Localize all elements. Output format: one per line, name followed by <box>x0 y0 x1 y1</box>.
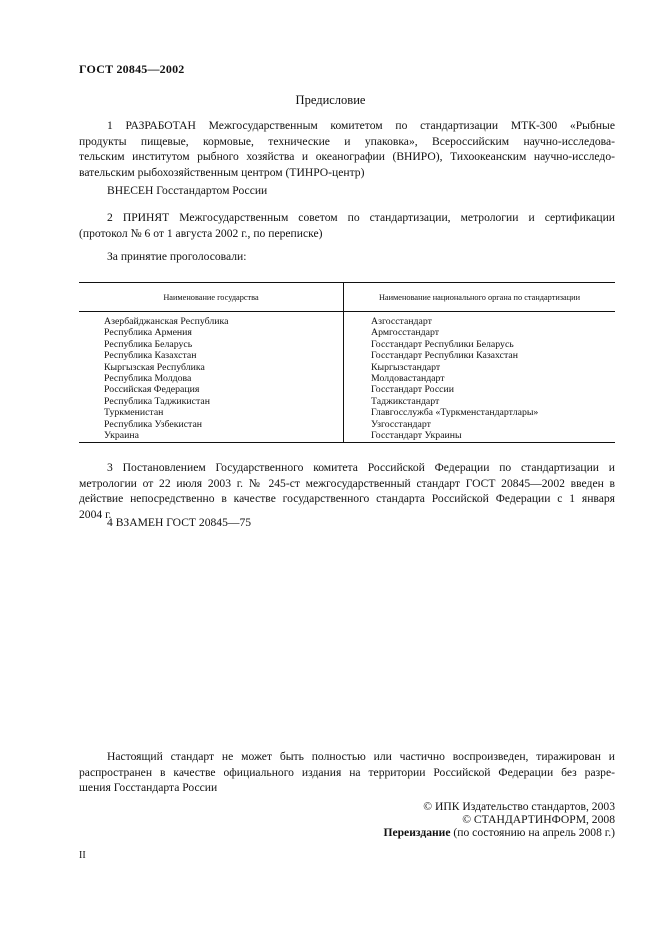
body-cell: Молдовастандарт <box>371 373 445 385</box>
table-row <box>79 339 615 350</box>
table-row <box>79 350 615 361</box>
state-cell: Азербайджанская Республика <box>79 312 344 328</box>
body-cell: Таджикстандарт <box>371 395 440 407</box>
paragraph-line: вательским рыбохозяйственным центром (ТИНРО-центр) <box>79 165 365 179</box>
body-cell: Госстандарт Республики Беларусь <box>371 338 514 350</box>
state-cell: Республика Армения <box>79 327 344 338</box>
page-number: II <box>79 850 86 861</box>
state-cell: Республика Таджикистан <box>79 396 344 407</box>
paragraph-line: (протокол № 6 от 1 августа 2002 г., по переписке) <box>79 226 323 240</box>
voting-table <box>79 282 615 443</box>
state-cell: Кыргызская Республика <box>79 362 344 373</box>
column-header-body: Наименование национального органа по стандартизации <box>344 283 616 312</box>
state-cell: Республика Узбекистан <box>79 419 344 430</box>
paragraph-line: 4 ВЗАМЕН ГОСТ 20845—75 <box>107 516 252 529</box>
voted-intro <box>79 249 615 265</box>
paragraph-line: 2 ПРИНЯТ Межгосударственным советом по стандартизации, метрологии и сертификации <box>107 211 615 224</box>
paragraph-line: распространен в качестве официального издания на территории Российской Федерации без разре- <box>79 765 615 779</box>
table-row <box>79 373 615 384</box>
paragraph-line: продукты пищевые, кормовые, технические и упаковка», Всероссийским научно-исследова- <box>79 134 615 148</box>
table-row <box>79 362 615 373</box>
reproduction-notice <box>79 749 615 796</box>
table-header-row <box>79 283 615 312</box>
body-cell: Главгосслужба «Туркменстандартлары» <box>371 407 539 419</box>
state-cell: Республика Беларусь <box>79 339 344 350</box>
table-row <box>79 419 615 430</box>
paragraph-line: ВНЕСЕН Госстандартом России <box>107 184 268 197</box>
table-row <box>79 430 615 443</box>
paragraph-submitted <box>79 183 615 199</box>
paragraph-line: метрологии от 22 июля 2003 г. № 245-ст межгосударственный стандарт ГОСТ 20845—2002 введен в <box>79 476 615 490</box>
paragraph-line: 2004 г. <box>79 507 112 521</box>
paragraph-line: 3 Постановлением Государственного комитета Российской Федерации по стандартизации и <box>107 461 615 474</box>
table-row <box>79 384 615 395</box>
paragraph-line: действие непосредственно в качестве государственного стандарта Российской Федерации с 1 января <box>79 492 615 505</box>
paragraph-replaces <box>79 515 615 531</box>
body-cell: Госстандарт России <box>371 384 454 396</box>
state-cell: Украина <box>79 430 344 443</box>
body-cell: Госстандарт Украины <box>344 430 616 443</box>
paragraph-developed <box>79 118 615 180</box>
body-cell: Госстандарт Республики Казахстан <box>371 350 518 362</box>
paragraph-line: шения Госстандарта России <box>79 781 218 794</box>
body-cell: Кыргызстандарт <box>371 361 441 373</box>
body-cell: Узгосстандарт <box>371 418 431 430</box>
state-cell: Туркменистан <box>79 407 344 418</box>
copyright-standartinform-2008: © СТАНДАРТИНФОРМ, 2008 <box>462 813 615 826</box>
paragraph-line: За принятие проголосовали: <box>107 250 247 263</box>
column-header-state: Наименование государства <box>79 283 344 312</box>
table-row <box>79 407 615 418</box>
state-cell: Республика Казахстан <box>79 350 344 361</box>
body-cell: Армгосстандарт <box>371 327 440 339</box>
table-row <box>79 312 615 328</box>
table-row <box>79 396 615 407</box>
reprint-date: (по состоянию на апрель 2008 г.) <box>453 826 615 839</box>
paragraph-line: тельским институтом рыбного хозяйства и океанографии (ВНИРО), Тихоокеанским научно-исследо- <box>79 150 615 163</box>
paragraph-line: Настоящий стандарт не может быть полностью или частично воспроизведен, тиражирован и <box>107 750 615 763</box>
reprint-note <box>383 826 615 839</box>
copyright-publisher-2003: © ИПК Издательство стандартов, 2003 <box>423 800 615 813</box>
body-cell: Азгосстандарт <box>371 316 432 327</box>
state-cell: Российская Федерация <box>79 384 344 395</box>
paragraph-line: 1 РАЗРАБОТАН Межгосударственным комитетом по стандартизации МТК-300 «Рыбные <box>107 119 615 132</box>
table-row <box>79 327 615 338</box>
state-cell: Республика Молдова <box>79 373 344 384</box>
section-title: Предисловие <box>295 93 366 107</box>
paragraph-enacted <box>79 460 615 522</box>
reprint-label: Переиздание <box>383 826 451 839</box>
document-code: ГОСТ 20845—2002 <box>79 62 185 76</box>
paragraph-adopted <box>79 210 615 241</box>
